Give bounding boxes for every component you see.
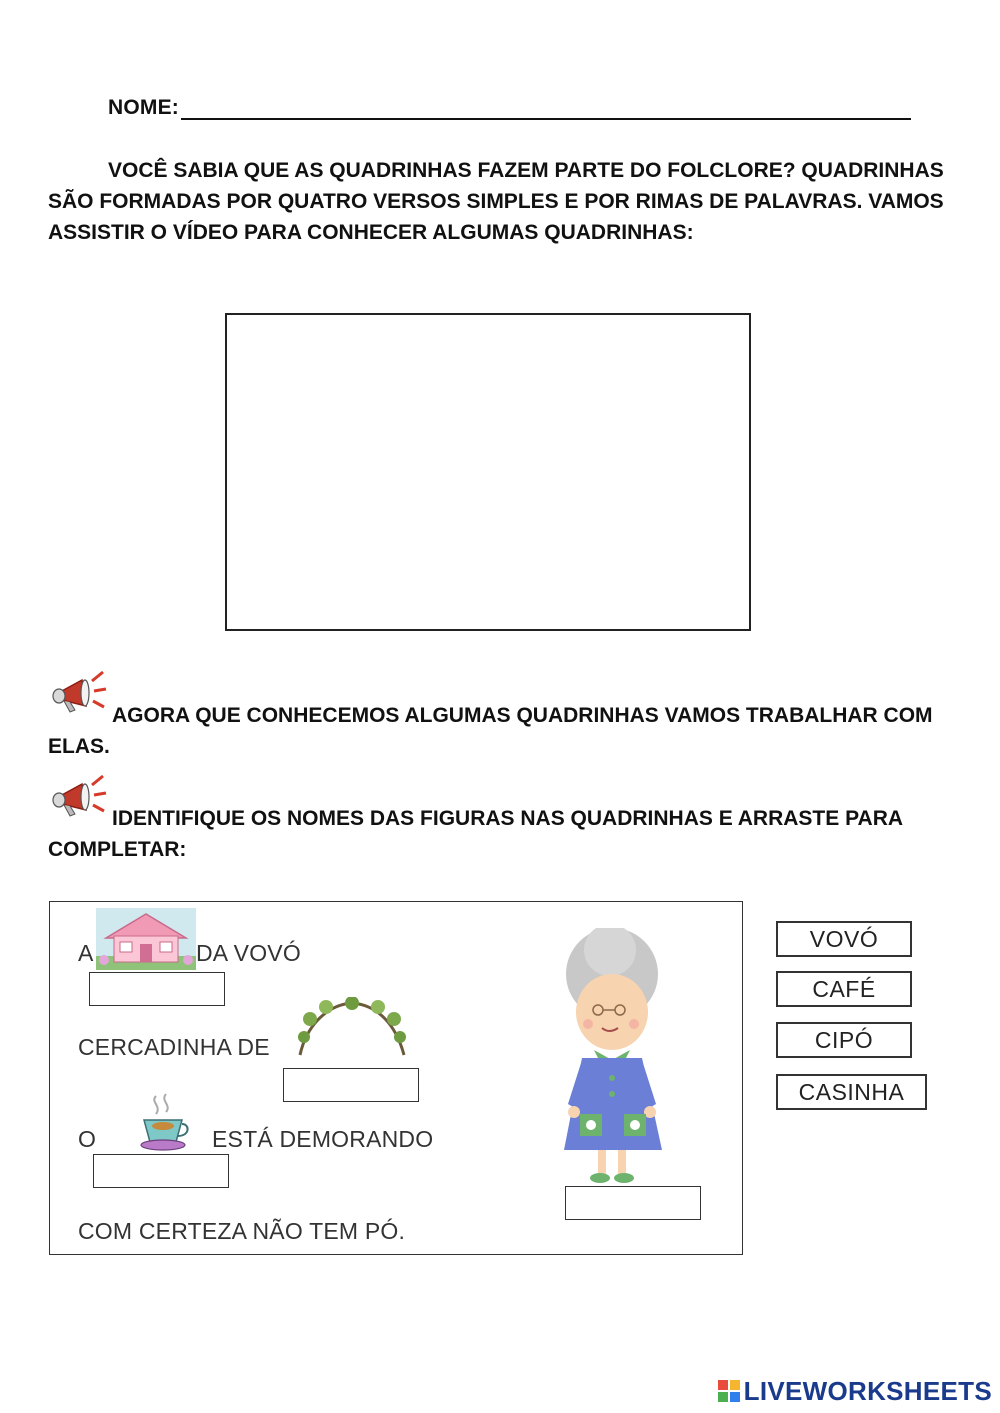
- drop-box-1[interactable]: [89, 972, 225, 1006]
- grandma-icon: [538, 928, 710, 1190]
- intro-paragraph: [48, 155, 953, 248]
- drop-box-3[interactable]: [93, 1154, 229, 1188]
- verse-1-start: A: [78, 940, 94, 966]
- verse-2-text: CERCADINHA DE: [78, 1034, 270, 1060]
- drop-box-4[interactable]: [565, 1186, 701, 1220]
- verse-3-start: O: [78, 1126, 97, 1152]
- verse-1-end: DA VOVÓ: [196, 940, 301, 966]
- word-card-cipo[interactable]: CIPÓ: [776, 1022, 912, 1058]
- word-card-vovo[interactable]: VOVÓ: [776, 921, 912, 957]
- name-label: NOME:: [108, 96, 179, 119]
- liveworksheets-logo-icon: [718, 1380, 740, 1402]
- brand-text: LIVEWORKSHEETS: [743, 1376, 992, 1406]
- house-icon: [96, 908, 196, 970]
- word-card-cafe[interactable]: CAFÉ: [776, 971, 912, 1007]
- word-card-casinha[interactable]: CASINHA: [776, 1074, 927, 1110]
- name-line: [108, 96, 911, 120]
- name-input-line[interactable]: [181, 96, 911, 120]
- intro-line-1: VOCÊ SABIA QUE AS QUADRINHAS FAZEM PARTE DO FOLCLORE?: [108, 159, 796, 182]
- brand-footer: [718, 1376, 992, 1407]
- drop-box-2[interactable]: [283, 1068, 419, 1102]
- intro-rest: QUADRINHAS SÃO FORMADAS POR QUATRO VERSOS SIMPLES E POR RIMAS DE PALAVRAS. VAMOS ASSISTIR O VÍDEO PARA CONHECER ALGUMAS QUADRINHAS:: [48, 159, 944, 244]
- instruction-2: [48, 803, 953, 865]
- vine-icon: [296, 997, 408, 1057]
- coffee-cup-icon: [136, 1092, 190, 1152]
- activity-panel: [49, 901, 743, 1255]
- instruction-2-text: IDENTIFIQUE OS NOMES DAS FIGURAS NAS QUADRINHAS E ARRASTE PARA COMPLETAR:: [48, 807, 903, 861]
- verse-3-end: ESTÁ DEMORANDO: [212, 1126, 434, 1152]
- video-frame[interactable]: [225, 313, 751, 631]
- instruction-1: [48, 700, 953, 762]
- verse-4-text: COM CERTEZA NÃO TEM PÓ.: [78, 1218, 406, 1244]
- instruction-1-text: AGORA QUE CONHECEMOS ALGUMAS QUADRINHAS VAMOS TRABALHAR COM ELAS.: [48, 704, 933, 758]
